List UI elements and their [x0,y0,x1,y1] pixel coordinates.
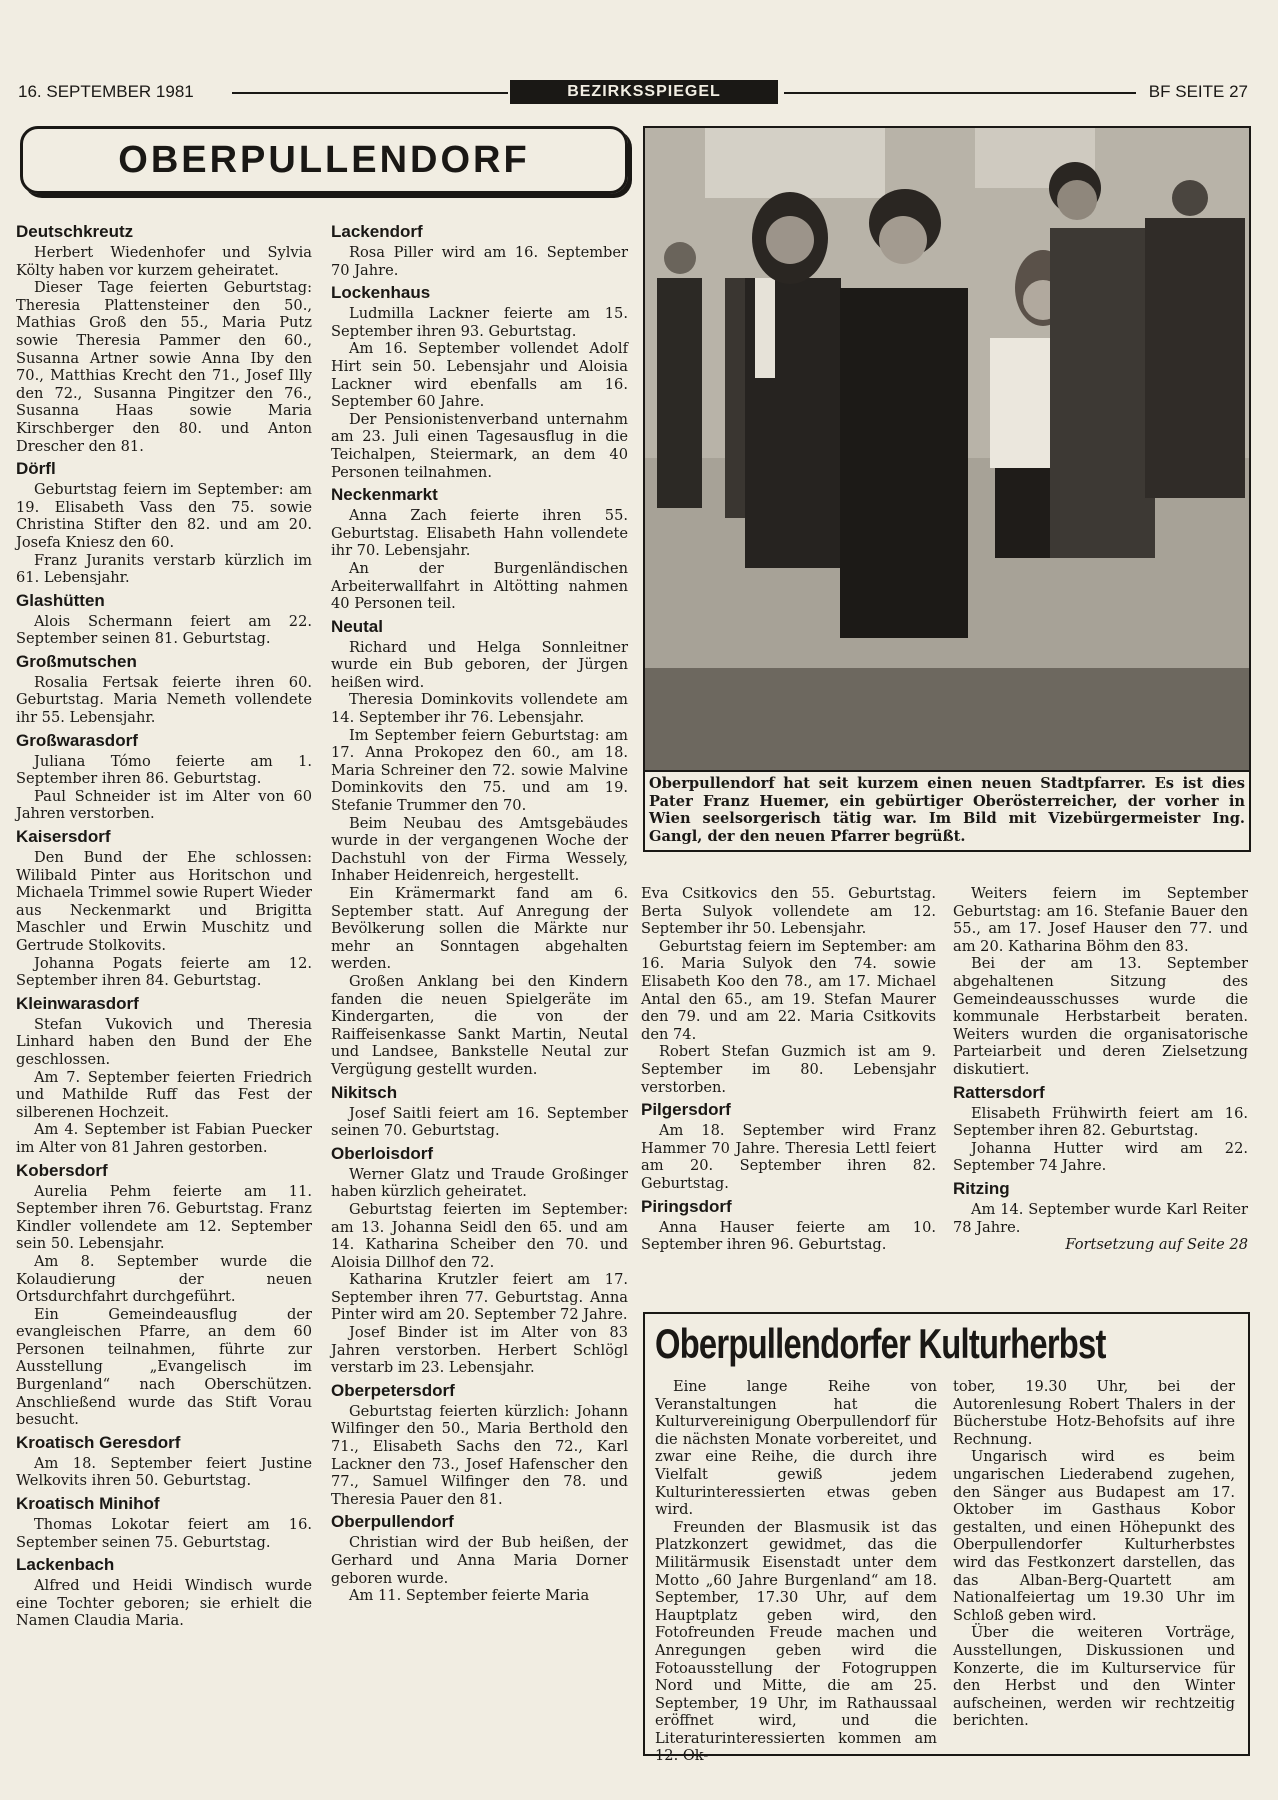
article-paragraph: Geburtstag feiern im September: am 19. Elisabeth Vass den 75. sowie Christina Stifter den 82. und am 20. Josefa Kniesz den 60. [16,481,312,551]
kulturherbst-left [655,1378,937,1765]
article-paragraph: An der Burgenländischen Arbeiterwallfahrt in Altötting nahmen 40 Personen teil. [331,559,628,613]
article-paragraph: Josef Saitli feiert am 16. September seinen 70. Geburtstag. [331,1104,628,1140]
article-heading: Piringsdorf [641,1196,732,1216]
article-paragraph: Aurelia Pehm feierte am 11. September ihren 76. Geburtstag. Franz Kindler vollendete am 12. September sein 50. Lebensjahr. [16,1182,312,1253]
page-header [18,80,1248,106]
article-paragraph: Herbert Wiedenhofer und Sylvia Költy haben vor kurzem geheiratet. [16,244,312,279]
article-paragraph: Rosalia Fertsak feierte ihren 60. Geburtstag. Maria Nemeth vollendete ihr 55. Lebensjahr. [16,673,312,727]
article-paragraph: Werner Glatz und Traude Großinger haben kürzlich geheiratet. [331,1165,628,1201]
article-paragraph: Theresia Dominkovits vollendete am 14. September ihr 76. Lebensjahr. [331,691,628,727]
article-paragraph: Eva Csitkovics den 55. Geburtstag. Berta Sulyok vollendete am 12. September ihr 50. Lebensjahr. [641,885,936,938]
article-paragraph: Richard und Helga Sonnleitner wurde ein Bub geboren, der Jürgen heißen wird. [331,638,628,691]
article-paragraph: Alfred und Heidi Windisch wurde eine Tochter geboren; sie erhielt die Namen Claudia Maria. [16,1577,312,1630]
article-paragraph: Der Pensionistenverband unternahm am 23. Juli einen Tagesausflug in die Teichalpen, Steiermark, an dem 40 Personen teilnahmen. [331,410,628,481]
article-paragraph: Franz Juranits verstarb kürzlich im 61. Lebensjahr. [16,551,312,587]
article-paragraph: Ludmilla Lackner feierte am 15. September ihren 93. Geburtstag. [331,305,628,340]
article-heading: Dörfl [16,459,56,479]
section-label: BEZIRKSSPIEGEL [510,80,778,104]
article-paragraph: Thomas Lokotar feiert am 16. September seinen 75. Geburtstag. [16,1516,312,1551]
article-paragraph: Anna Zach feierte ihren 55. Geburtstag. Elisabeth Hahn vollendete ihr 70. Lebensjahr. [331,507,628,560]
column-4 [953,885,1248,1254]
article-heading: Neutal [331,616,383,636]
article-paragraph: Den Bund der Ehe schlossen: Wilibald Pinter aus Horitschon und Michaela Trimmel sowie Rupert Wieder aus Neckenmarkt und Brigitta Maschler und Erwin Muschitz und Gertrude Stolkovits. [16,849,312,954]
article-paragraph: Weiters feiern im September Geburtstag: am 16. Stefanie Bauer den 55., am 17. Josef Hauser den 77. und am 20. Katharina Böhm den 83. [953,885,1248,955]
article-paragraph: Robert Stefan Guzmich ist am 9. September im 80. Lebensjahr verstorben. [641,1043,936,1096]
article-heading: Nikitsch [331,1082,398,1102]
article-heading: Ritzing [953,1178,1010,1198]
article-paragraph: Geburtstag feierten kürzlich: Johann Wilfinger den 50., Maria Berthold den 71., Elisabeth Sachs den 72., Karl Lackner den 73., Josef Hafenscher den 77., Samuel Wilfinger den 78. und Theresia Pauer den 81. [331,1402,628,1508]
article-paragraph: Im September feiern Geburtstag: am 17. Anna Prokopez den 60., am 18. Maria Schreiner den 72. sowie Malvine Dominkovits den 75. und am 19. Stefanie Trummer den 70. [331,726,628,815]
article-heading: Pilgersdorf [641,1100,731,1120]
article-heading: Glashütten [16,590,105,610]
article-paragraph: Christian wird der Bub heißen, der Gerhard und Anna Maria Dorner geboren wurde. [331,1534,628,1587]
article-paragraph: Großen Anklang bei den Kindern fanden die neuen Spielgeräte im Kindergarten, die von der Raiffeisenkasse Sankt Martin, Neutal und Landsee, Bankstelle Neutal zur Vergügung gestellt wurden. [331,972,628,1078]
kulturherbst-paragraph: Über die weiteren Vorträge, Ausstellungen, Diskussionen und Konzerte, die im Kulturservice für den Herbst und den Winter aufscheinen, werden wir rechtzeitig berichten. [953,1624,1235,1730]
column-2 [331,218,628,1605]
header-rule-left [232,92,508,94]
article-paragraph: Am 18. September wird Franz Hammer 70 Jahre. Theresia Lettl feiert am 20. September ihren 82. Geburtstag. [641,1122,936,1192]
kulturherbst-paragraph: Freunden der Blasmusik ist das Platzkonzert gewidmet, das die Militärmusik Eisenstadt unter dem Motto „60 Jahre Burgenland“ am 18. September, 17.30 Uhr, auf dem Hauptplatz geben wird, den Fotofreunden Freude machen und Anregungen geben wird die Fotoausstellung der Fotogruppen Nord und Mitte, die am 25. September, 19 Uhr, im Rathaussaal eröffnet wird, und die Literaturinteressierten kommen am 12. Ok- [655,1518,937,1765]
article-paragraph: Johanna Hutter wird am 22. September 74 Jahre. [953,1139,1248,1175]
article-heading: Kaisersdorf [16,827,111,847]
news-photo [643,126,1251,772]
article-heading: Lockenhaus [331,283,431,303]
article-paragraph: Katharina Krutzler feiert am 17. September ihren 77. Geburtstag. Anna Pinter wird am 20. September 72 Jahre. [331,1271,628,1324]
article-paragraph: Am 7. September feierten Friedrich und Mathilde Ruff das Fest der silberenen Hochzeit. [16,1068,312,1121]
article-paragraph: Geburtstag feierten im September: am 13. Johanna Seidl den 65. und am 14. Katharina Scheiber den 70. und Aloisia Dillhof den 72. [331,1200,628,1271]
article-heading: Kleinwarasdorf [16,993,139,1013]
article-heading: Großwarasdorf [16,730,138,750]
article-heading: Oberloisdorf [331,1143,434,1163]
continuation-note: Fortsetzung auf Seite 28 [1065,1236,1248,1254]
article-heading: Kroatisch Geresdorf [16,1432,181,1452]
article-paragraph: Bei der am 13. September abgehaltenen Sitzung des Gemeindeausschusses wurde die kommunale Herbstarbeit beraten. Weiters wurden die organisatorische Parteiarbeit und deren Zielsetzung diskutiert. [953,955,1248,1078]
article-heading: Lackenbach [16,1555,115,1575]
header-rule-right [784,92,1136,94]
article-paragraph: Elisabeth Frühwirth feiert am 16. September ihren 82. Geburtstag. [953,1104,1248,1140]
kulturherbst-paragraph: Ungarisch wird es beim ungarischen Liederabend zugehen, den Sänger aus Budapest am 17. Oktober im Gasthaus Kobor gestalten, und einen Höhepunkt des Oberpullendorfer Kulturherbstes wird das Festkonzert darstellen, das das Alban-Berg-Quartett am Nationalfeiertag um 19.30 Uhr im Schloß geben wird. [953,1448,1235,1624]
article-paragraph: Ein Krämermarkt fand am 6. September statt. Auf Anregung der Bevölkerung sollen die Märkte nur mehr an Sonntagen abgehalten werden. [331,885,628,973]
article-paragraph: Paul Schneider ist im Alter von 60 Jahren verstorben. [16,787,312,823]
article-paragraph: Am 18. September feiert Justine Welkovits ihren 50. Geburtstag. [16,1454,312,1490]
article-paragraph: Am 11. September feierte Maria [349,1587,590,1605]
issue-date: 16. SEPTEMBER 1981 [18,82,194,101]
photo-caption: Oberpullendorf hat seit kurzem einen neuen Stadtpfarrer. Es ist dies Pater Franz Huemer, ein gebürtiger Oberösterreicher, der vorher in Wien seelsorgerisch tätig war. Im Bild mit Vizebürgermeister Ing. Gangl, der den neuen Pfarrer begrüßt. [643,770,1251,852]
kulturherbst-title: Oberpullendorfer Kulturherbst [655,1320,1106,1367]
column-1 [16,218,312,1630]
article-paragraph: Geburtstag feiern im September: am 16. Maria Sulyok den 74. sowie Elisabeth Koo den 78., am 17. Michael Antal den 65., am 19. Stefan Maurer den 79. und am 22. Maria Csitkovits den 74. [641,937,936,1043]
photo-image [645,128,1249,770]
page-number: BF SEITE 27 [1148,82,1248,101]
article-paragraph: Josef Binder ist im Alter von 83 Jahren verstorben. Herbert Schlögl verstarb im 23. Lebensjahr. [331,1324,628,1377]
article-paragraph: Juliana Tómo feierte am 1. September ihren 86. Geburtstag. [16,752,312,788]
article-heading: Deutschkreutz [16,222,134,241]
article-paragraph: Beim Neubau des Amtsgebäudes wurde in der vergangenen Woche der Dachstuhl von der Firma Wessely, Inhaber Heidenreich, hergestellt. [331,814,628,885]
article-paragraph: Anna Hauser feierte am 10. September ihren 96. Geburtstag. [641,1218,936,1254]
article-paragraph: Am 8. September wurde die Kolaudierung der neuen Ortsdurchfahrt durchgeführt. [16,1252,312,1306]
article-paragraph: Stefan Vukovich und Theresia Linhard haben den Bund der Ehe geschlossen. [16,1015,312,1068]
article-paragraph: Rosa Piller wird am 16. September 70 Jahre. [331,244,628,279]
article-paragraph: Johanna Pogats feierte am 12. September ihren 84. Geburtstag. [16,954,312,990]
kulturherbst-box [643,1312,1250,1765]
article-heading: Kroatisch Minihof [16,1494,160,1514]
article-paragraph: Am 16. September vollendet Adolf Hirt sein 50. Lebensjahr und Aloisia Lackner wird ebenfalls am 16. September 60 Jahre. [331,340,628,411]
article-heading: Lackendorf [331,222,423,241]
article-heading: Kobersdorf [16,1160,108,1180]
kulturherbst-paragraph: Eine lange Reihe von Veranstaltungen hat die Kulturvereinigung Oberpullendorf für die nächsten Monate vorbereitet, und zwar eine Reihe, die durch ihre Vielfalt gewiß jedem Kulturinteressierten etwas geben wird. [655,1378,937,1519]
article-paragraph: Dieser Tage feierten Geburtstag: Theresia Plattensteiner den 50., Mathias Groß den 55., Maria Putz sowie Theresia Pammer den 60., Susanna Artner sowie Anna Iby den 70., Matthias Krecht den 71., Josef Illy den 72., Susanna Pingitzer den 76., Susanna Haas sowie Maria Kirschberger den 80. und Anton Drescher den 81. [16,279,312,455]
article-heading: Neckenmarkt [331,485,438,505]
article-heading: Oberpullendorf [331,1512,454,1532]
article-heading: Rattersdorf [953,1082,1045,1102]
column-3 [641,885,936,1254]
page-title: OBERPULLENDORF [20,126,628,194]
article-paragraph: Ein Gemeindeausflug der evangleischen Pfarre, an dem 60 Personen teilnahmen, führte zur Ausstellung „Evangelisch im Burgenland“ nach Oberschützen. Anschließend wurde das Stift Vorau besucht. [16,1305,312,1429]
article-heading: Oberpetersdorf [331,1380,455,1400]
article-paragraph: Am 4. September ist Fabian Puecker im Alter von 81 Jahren gestorben. [16,1121,312,1156]
article-heading: Großmutschen [16,651,137,671]
kulturherbst-paragraph: tober, 19.30 Uhr, bei der Autorenlesung Robert Thalers in der Bücherstube Hotz-Behofsits auf ihre Rechnung. [953,1378,1235,1448]
kulturherbst-right [953,1378,1235,1730]
article-paragraph: Am 14. September wurde Karl Reiter 78 Jahre. [953,1200,1248,1236]
article-paragraph: Alois Schermann feiert am 22. September seinen 81. Geburtstag. [16,612,312,648]
